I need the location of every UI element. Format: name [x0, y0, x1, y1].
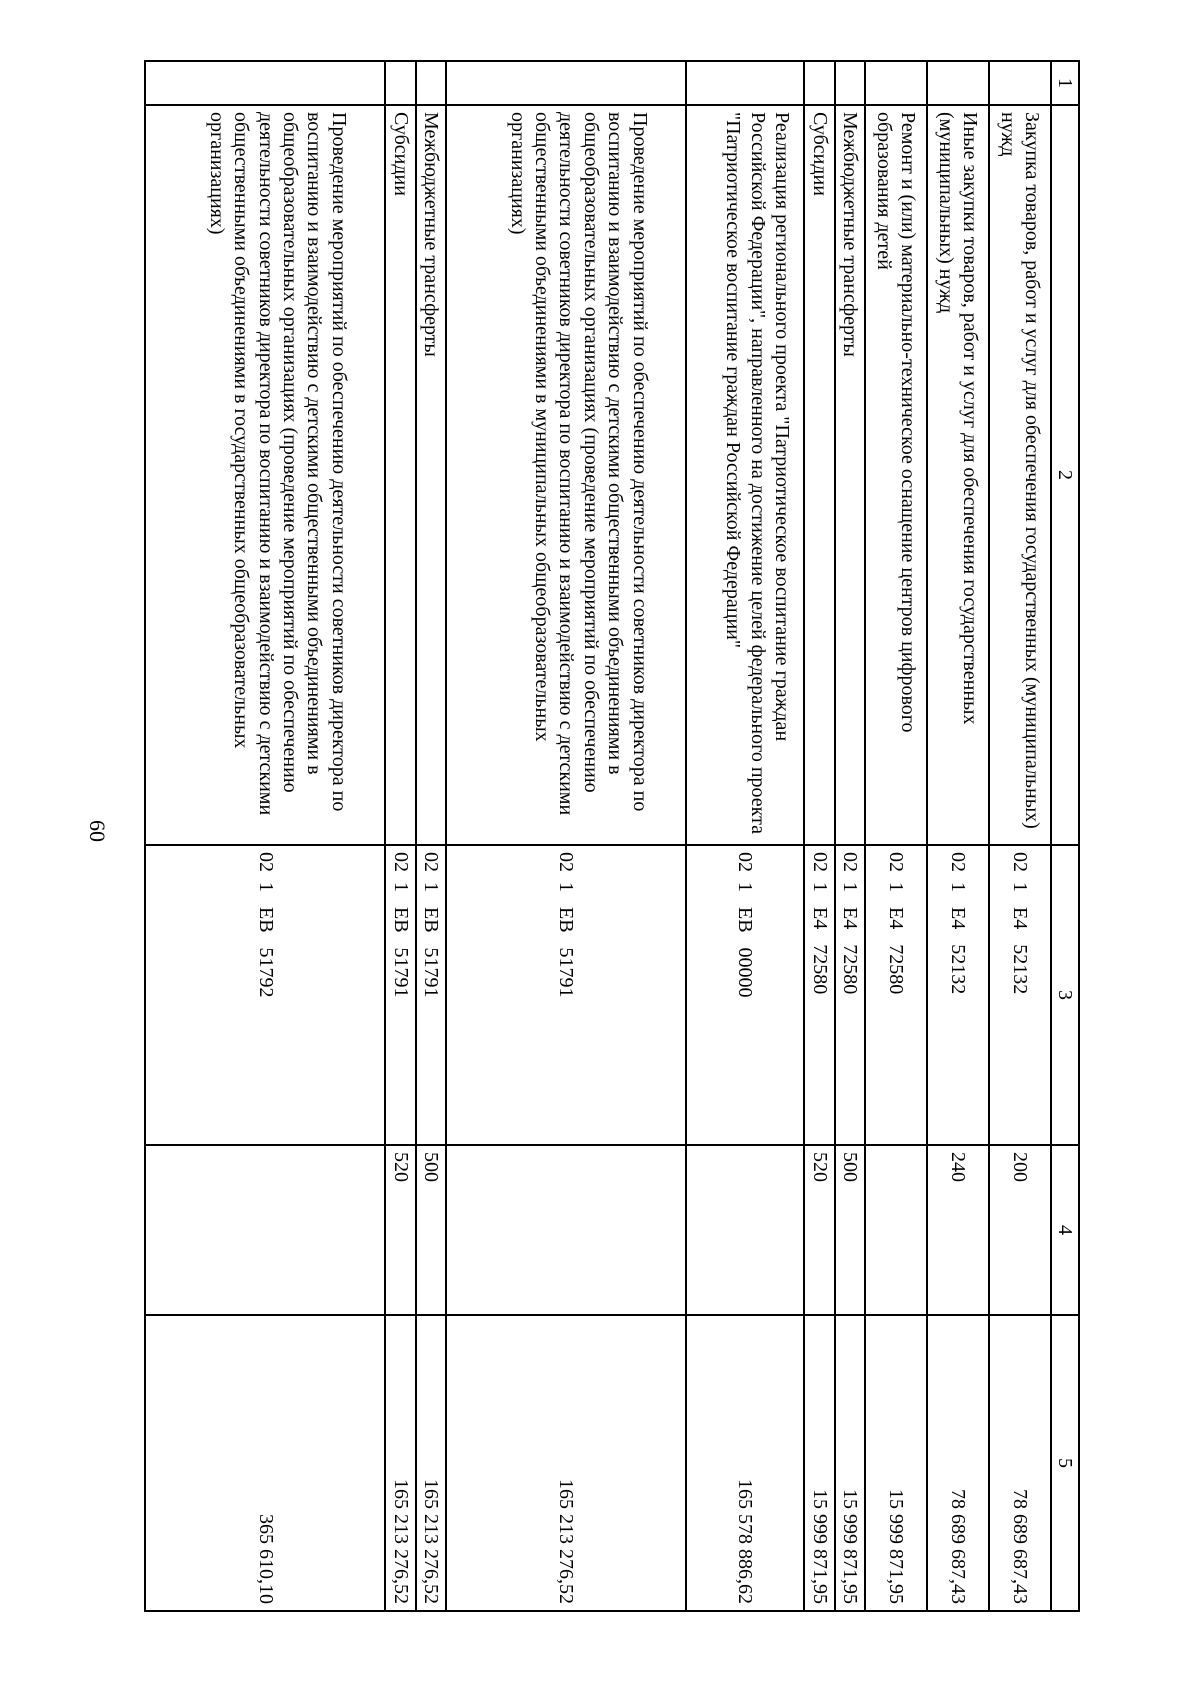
- item-name-text: Проведение мероприятий по обеспечению деятельности советников директора по воспитанию и взаимодействию с детскими общественными объединениями в общеобразовательных организациях (проведение мероприятий по обеспечению деятельности советников директора по воспитанию и взаимодействию с детскими общественными объединениями в государственных общеобразовательных организациях): [205, 112, 350, 816]
- item-name-cell: Закупка товаров, работ и услуг для обеспечения государственных (муниципальных) нужд: [989, 105, 1051, 845]
- column-header: 4: [1051, 1145, 1079, 1315]
- column-header: 3: [1051, 845, 1079, 1145]
- expense-type-cell: [865, 1145, 927, 1315]
- amount-cell: 165 213 276,52: [416, 1315, 446, 1611]
- amount-cell: 15 999 871,95: [804, 1315, 834, 1611]
- amount-cell: 78 689 687,43: [927, 1315, 989, 1611]
- row-number-cell: [989, 61, 1051, 105]
- row-number-cell: [865, 61, 927, 105]
- table-row: [835, 61, 865, 1611]
- row-number-cell: [686, 61, 804, 105]
- item-name-cell: [686, 105, 804, 845]
- row-number-cell: [446, 61, 686, 105]
- item-name-cell: Субсидии: [385, 105, 415, 845]
- classification-code-cell: 02 1 ЕВ 51792: [145, 845, 385, 1145]
- table-row: [385, 61, 415, 1611]
- item-name-text: Проведение мероприятий по обеспечению деятельности советников директора по воспитанию и взаимодействию с детскими общественными объединениями в общеобразовательных организациях (проведение мероприятий по обеспечению деятельности советников директора по воспитанию и взаимодействию с детскими общественными объединениями в муниципальных общеобразовательных организациях): [506, 112, 651, 816]
- amount-cell: 365 610,10: [145, 1315, 385, 1611]
- amount-cell: 165 213 276,52: [446, 1315, 686, 1611]
- item-name-cell: [446, 105, 686, 845]
- expense-type-cell: [145, 1145, 385, 1315]
- column-header: 2: [1051, 105, 1079, 845]
- row-number-cell: [804, 61, 834, 105]
- budget-table: [144, 60, 1080, 1612]
- row-number-cell: [145, 61, 385, 105]
- table-row: [927, 61, 989, 1611]
- page-number: 60: [85, 820, 110, 842]
- table-row: [416, 61, 446, 1611]
- item-name-cell: Иные закупки товаров, работ и услуг для обеспечения государственных (муниципальных) нужд: [927, 105, 989, 845]
- expense-type-cell: [686, 1145, 804, 1315]
- classification-code-cell: 02 1 Е4 72580: [865, 845, 927, 1145]
- amount-cell: 15 999 871,95: [835, 1315, 865, 1611]
- table-row: [989, 61, 1051, 1611]
- header-row: [1051, 61, 1079, 1611]
- row-number-cell: [835, 61, 865, 105]
- expense-type-cell: 200: [989, 1145, 1051, 1315]
- expense-type-cell: 500: [835, 1145, 865, 1315]
- item-name-cell: Межбюджетные трансферты: [835, 105, 865, 845]
- item-name-cell: [145, 105, 385, 845]
- classification-code-cell: 02 1 Е4 72580: [835, 845, 865, 1145]
- amount-cell: 15 999 871,95: [865, 1315, 927, 1611]
- expense-type-cell: 520: [385, 1145, 415, 1315]
- row-number-cell: [927, 61, 989, 105]
- classification-code-cell: 02 1 ЕВ 51791: [446, 845, 686, 1145]
- item-name-cell: Ремонт и (или) материально-техническое оснащение центров цифрового образования детей: [865, 105, 927, 845]
- table-row: [446, 61, 686, 1611]
- amount-cell: 165 578 886,62: [686, 1315, 804, 1611]
- classification-code-cell: 02 1 ЕВ 51791: [416, 845, 446, 1145]
- expense-type-cell: 240: [927, 1145, 989, 1315]
- expense-type-cell: 500: [416, 1145, 446, 1315]
- expense-type-cell: [446, 1145, 686, 1315]
- expense-type-cell: 520: [804, 1145, 834, 1315]
- amount-cell: 165 213 276,52: [385, 1315, 415, 1611]
- item-name-text: Реализация регионального проекта "Патриотическое воспитание граждан Российской Федерации", направленного на достижение целей федерального проекта "Патриотическое воспитание граждан Российской Федерации": [722, 112, 793, 834]
- column-header: 5: [1051, 1315, 1079, 1611]
- classification-code-cell: 02 1 ЕВ 51791: [385, 845, 415, 1145]
- classification-code-cell: 02 1 Е4 52132: [927, 845, 989, 1145]
- row-number-cell: [385, 61, 415, 105]
- table-row: [145, 61, 385, 1611]
- table-row: [804, 61, 834, 1611]
- amount-cell: 78 689 687,43: [989, 1315, 1051, 1611]
- classification-code-cell: 02 1 ЕВ 00000: [686, 845, 804, 1145]
- classification-code-cell: 02 1 Е4 52132: [989, 845, 1051, 1145]
- column-header: 1: [1051, 61, 1079, 105]
- table-row: [865, 61, 927, 1611]
- table-row: [686, 61, 804, 1611]
- item-name-cell: Межбюджетные трансферты: [416, 105, 446, 845]
- item-name-cell: Субсидии: [804, 105, 834, 845]
- classification-code-cell: 02 1 Е4 72580: [804, 845, 834, 1145]
- row-number-cell: [416, 61, 446, 105]
